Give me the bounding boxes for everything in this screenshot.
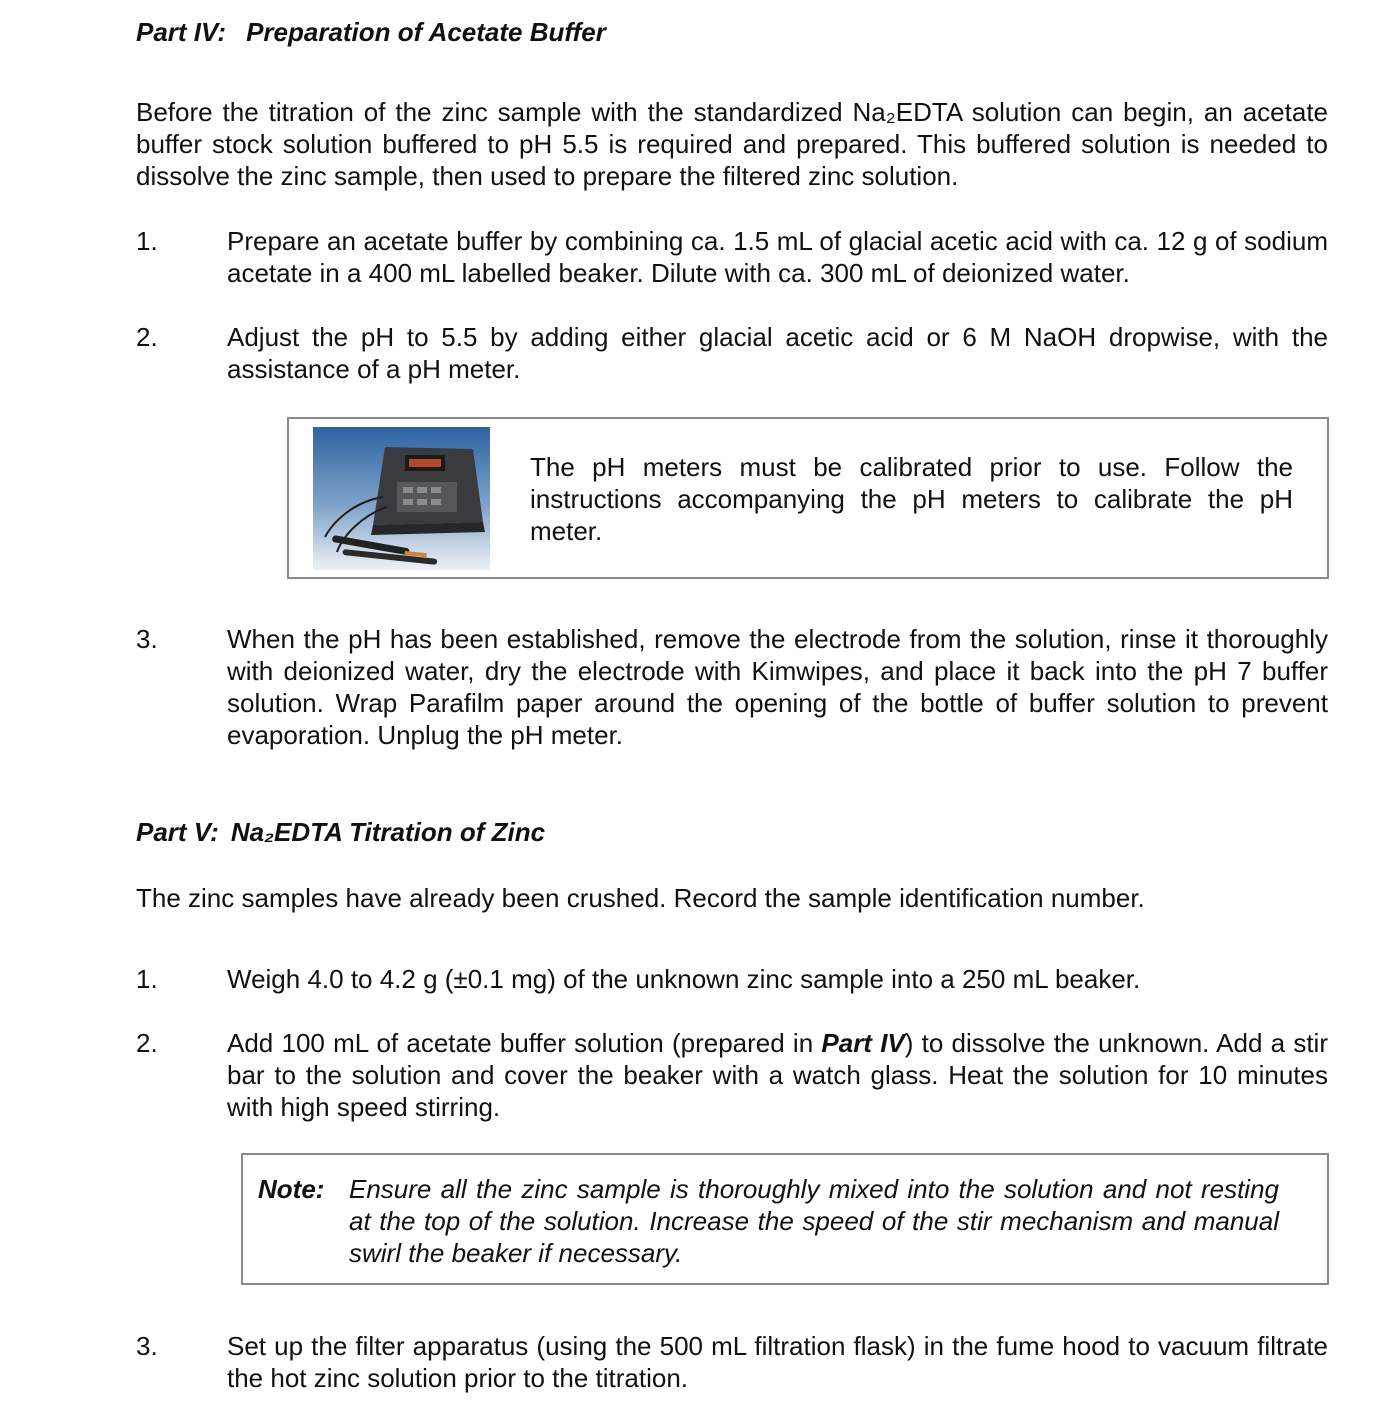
part-4-step-1 — [136, 225, 1328, 289]
step-text: When the pH has been established, remove the electrode from the solution, rinse it thoroughly with deionized water, dry the electrode with Kimwipes, and place it back into the pH 7 buffer solution. Wrap Parafilm paper around the opening of the bottle of buffer solution to prevent evaporation. Unplug the pH meter. — [227, 624, 1328, 750]
part-4-step-2 — [136, 321, 1328, 385]
part-5-step-1 — [136, 963, 1328, 995]
step-text: Adjust the pH to 5.5 by adding either glacial acetic acid or 6 M NaOH dropwise, with the assistance of a pH meter. — [227, 322, 1328, 384]
step-number: 3. — [136, 1331, 158, 1361]
note-box — [241, 1153, 1329, 1285]
step-text — [227, 1027, 1328, 1123]
ph-meter-callout — [287, 417, 1329, 579]
part-5-heading — [136, 816, 545, 848]
part-4-title: Preparation of Acetate Buffer — [246, 17, 606, 47]
ph-meter-photo — [313, 427, 490, 570]
part-5-title: Na₂EDTA Titration of Zinc — [230, 817, 546, 847]
part-4-heading — [136, 16, 606, 48]
part-5-label: Part V: — [136, 817, 219, 847]
step-number: 2. — [136, 322, 158, 352]
step-number: 1. — [136, 964, 158, 994]
step-text: Set up the filter apparatus (using the 500 mL filtration flask) in the fume hood to vacuum filtrate the hot zinc solution prior to the titration. — [227, 1331, 1328, 1393]
step-text: Prepare an acetate buffer by combining ca. 1.5 mL of glacial acetic acid with ca. 12 g of sodium acetate in a 400 mL labelled beaker. Dilute with ca. 300 mL of deionized water. — [227, 226, 1328, 288]
step-number: 2. — [136, 1028, 158, 1058]
part-5-intro: The zinc samples have already been crushed. Record the sample identification number. — [136, 883, 1145, 913]
part-reference: Part IV — [821, 1028, 905, 1058]
part-5-step-2 — [136, 1027, 1328, 1123]
callout-text: The pH meters must be calibrated prior to use. Follow the instructions accompanying the pH meters to calibrate the pH meter. — [530, 452, 1293, 546]
step-number: 1. — [136, 226, 158, 256]
part-5-step-3 — [136, 1330, 1328, 1394]
step-text-before: Add 100 mL of acetate buffer solution (prepared in — [227, 1028, 822, 1058]
step-text-after: ) to dissolve the unknown. Add a stir bar to the solution and cover the beaker with a watch glass. Heat the solution for 10 minutes with high speed stirring. — [227, 1028, 1328, 1122]
part-4-intro: Before the titration of the zinc sample with the standardized Na₂EDTA solution can begin, an acetate buffer stock solution buffered to pH 5.5 is required and prepared. This buffered solution is needed to dissolve the zinc sample, then used to prepare the filtered zinc solution. — [136, 97, 1328, 191]
part-4-label: Part IV: — [136, 17, 227, 47]
part-4-step-3 — [136, 623, 1328, 751]
step-text: Weigh 4.0 to 4.2 g (±0.1 mg) of the unknown zinc sample into a 250 mL beaker. — [227, 964, 1141, 994]
note-label: Note: — [258, 1174, 325, 1204]
note-text: Ensure all the zinc sample is thoroughly mixed into the solution and not resting at the top of the solution. Increase the speed of the stir mechanism and manual swirl the beaker if necessary. — [349, 1174, 1279, 1268]
step-number: 3. — [136, 624, 158, 654]
